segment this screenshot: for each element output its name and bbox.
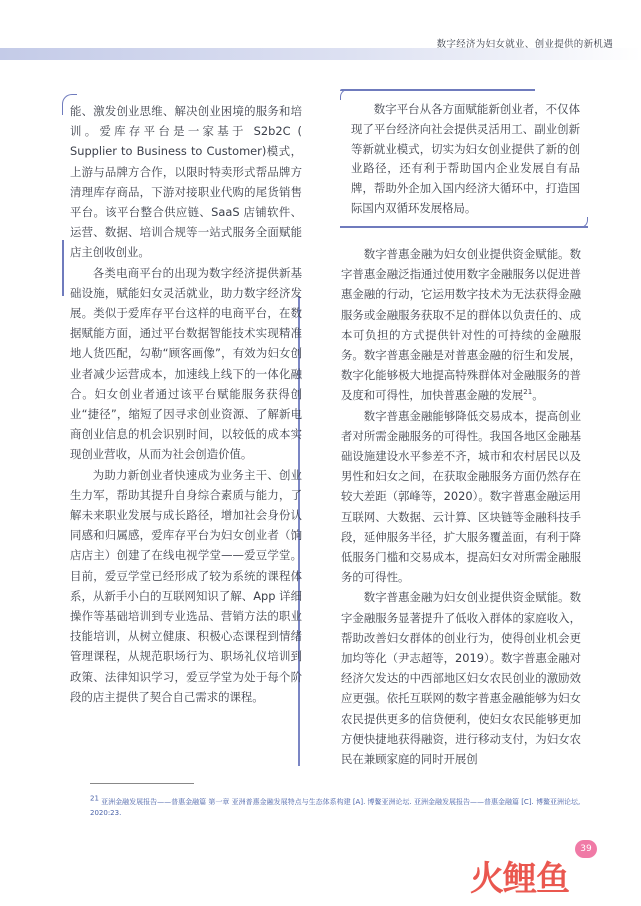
left-paragraph-2: 各类电商平台的出现为数字经济提供新基础设施，赋能妇女灵活就业，助力数字经济发展。类似于爱库存平台这样的电商平台，在数据赋能方面，通过平台数据智能技术实现精准地人货匹配，勾勒“顾客画像”，有效为妇女创业者减少运营成本，加速线上线下的一体化融合。妇女创业者通过该平台赋能服务获得创业“捷径”，缩短了因寻求创业资源、了解新电商创业信息的机会识别时间，以较低的成本实现创业营收，从而为社会创造价值。 [70,265,302,462]
quote-box [351,100,580,219]
quote-box-top-border [340,89,535,91]
right-paragraph-1-text: 数字普惠金融为妇女创业提供资金赋能。数字普惠金融泛指通过使用数字金融服务以促进普惠金融的行动，它运用数字技术为无法获得金融服务或金融服务获取不足的群体以负责任的、成本可负担的方式提供针对性的可持续的金融服务。数字普惠金融是对普惠金融的衍生和发展，数字化能够极大地提高特殊群体对金融服务的普及度和可得性，加快普惠金融的发展 [341,247,581,403]
footnote-text: 亚洲金融发展报告——普惠金融篇 第一章 亚洲普惠金融发展特点与生态体系构建 [A]. 博鳌亚洲论坛. 亚洲金融发展报告——普惠金融篇 [C]. 博鳌亚洲论坛, 2020:23. [90,798,581,817]
quote-text: 数字平台从各方面赋能新创业者，不仅体现了平台经济向社会提供灵活用工、副业创新等新就业模式，切实为妇女创业提供了新的创业路径，还有利于帮助国内企业发展自有品牌，帮助外企加入国内经济大循环中，打造国际国内双循环发展格局。 [351,102,580,215]
right-paragraph-2: 数字普惠金融能够降低交易成本，提高创业者对所需金融服务的可得性。我国各地区金融基础设施建设水平参差不齐，城市和农村居民以及男性和妇女之间，在获取金融服务方面仍然存在较大差距（郭峰等，2020）。数字普惠金融运用互联网、大数据、云计算、区块链等金融科技手段，延伸服务半径，扩大服务覆盖面，有利于降低服务门槛和交易成本，提高妇女对所需金融服务的可得性。 [341,408,581,585]
left-bracket-line [62,240,64,296]
right-paragraph-3: 数字普惠金融为妇女创业提供资金赋能。数字金融服务显著提升了低收入群体的家庭收入，帮助改善妇女群体的创业行为，使得创业机会更加均等化（尹志超等，2019）。数字普惠金融对经济欠发达的中西部地区妇女农民创业的激励效应更强。依托互联网的数字普惠金融能够为妇女农民提供更多的信贷便利，使妇女农民能够更加方便快捷地获得融资，进行移动支付，为妇女农民在兼顾家庭的同时开展创 [341,590,581,767]
quote-box-bottom-border [340,226,588,228]
footnote-rule [90,783,194,784]
footnote-reference: 21 [523,388,533,397]
footnote-mark: 21 [90,794,99,803]
left-paragraph-3: 为助力新创业者快速成为业务主干、创业生力军，帮助其提升自身综合素质与能力，了解未来职业发展与成长路径，增加社会身份认同感和归属感，爱库存平台为妇女创业者（饷店店主）创建了在线电视学堂——爱豆学堂。目前，爱豆学堂已经形成了较为系统的课程体系，从新手小白的互联网知识了解、App 详细操作等基础培训到专业选品、营销方法的职业技能培训，从树立健康、积极心态课程到情绪管理课程，从规范职场行为、职场礼仪培训到政策、法律知识学习，爱豆学堂为处于每个阶段的店主提供了契合自己需求的课程。 [70,467,302,704]
right-paragraph-1 [341,244,581,406]
right-paragraph-1-end: 。 [532,388,544,403]
running-header-title: 数字经济为妇女就业、创业提供的新机遇 [436,39,613,50]
right-column [341,244,581,769]
page-number-badge: 39 [575,840,597,858]
left-column [70,101,302,707]
watermark-logo: 火鲤鱼 [470,859,569,899]
left-paragraph-1: 能、激发创业思维、解决创业困境的服务和培训。爱库存平台是一家基于 S2b2C ( Supplier to Business to Customer)模式，上游与品牌方合作，以限时特卖形式帮品牌方清理库存商品，下游对接职业代购的尾货销售平台。该平台整合供应链、SaaS 店铺软件、运营、数据、培训合规等一站式服务全面赋能店主创收创业。 [70,104,302,260]
footnote [90,794,590,818]
